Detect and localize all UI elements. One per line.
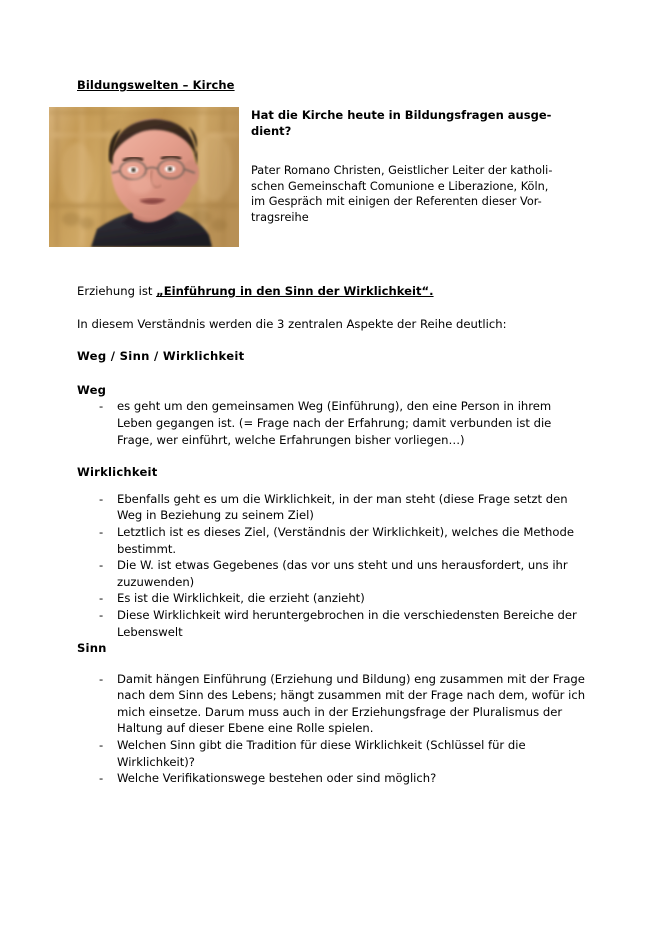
intro-lead-normal: Erziehung ist [77, 284, 157, 298]
list-item [77, 557, 590, 590]
section-list-weg [77, 398, 590, 448]
section-heading-sinn: Sinn [77, 641, 107, 656]
list-item [77, 671, 590, 737]
list-item-text: Es ist die Wirklichkeit, die erzieht (anzieht) [117, 591, 365, 606]
section-heading-wirklichkeit: Wirklichkeit [77, 465, 158, 480]
intro-second-line: In diesem Verständnis werden die 3 zentralen Aspekte der Reihe deutlich: [77, 316, 507, 331]
list-item-text: Letztlich ist es dieses Ziel, (Verständnis der Wirklichkeit), welches die Methode bestimmt. [117, 524, 574, 556]
list-item [77, 491, 590, 524]
list-item [77, 524, 590, 557]
bullet-dash-icon: - [99, 671, 104, 686]
list-item-text: es geht um den gemeinsamen Weg (Einführung), den eine Person in ihrem Leben gegangen ist. (= Frage nach der Erfahrung; damit verbunden ist die Frage, wer einführt, welche Erfahrungen bisher vorliegen…) [117, 399, 552, 447]
bullet-dash-icon: - [99, 558, 104, 573]
section-list-sinn [77, 671, 590, 787]
spacer [77, 481, 590, 491]
bullet-dash-icon: - [99, 591, 104, 606]
portrait-photo-graphic [49, 107, 239, 247]
spacer [77, 448, 590, 464]
list-item-text: Welchen Sinn gibt die Tradition für diese Wirklichkeit (Schlüssel für die Wirklichkeit)? [117, 738, 526, 769]
spacer [77, 657, 590, 671]
list-item [77, 737, 590, 770]
headline: Hat die Kirche heute in Bildungsfragen ausge- dient? [251, 108, 552, 138]
list-item [77, 590, 590, 607]
list-item-text: Diese Wirklichkeit wird heruntergebrochen in die verschiedensten Bereiche der Lebenswelt [117, 607, 577, 639]
triad-line: Weg / Sinn / Wirklichkeit [77, 349, 245, 364]
bullet-dash-icon: - [99, 399, 104, 414]
bullet-dash-icon: - [99, 491, 104, 506]
list-item-text: Damit hängen Einführung (Erziehung und Bildung) eng zusammen mit der Frage nach dem Sinn des Lebens; hängt zusammen mit der Frage nach dem, wofür ich mich einsetze. Darum muss auch in der Erziehungsfrage der Pluralismus der Haltung auf dieser Ebene eine Rolle spielen. [117, 671, 586, 736]
section-list-wirklichkeit [77, 491, 590, 640]
section-heading-weg: Weg [77, 382, 107, 397]
list-item [77, 770, 590, 787]
intro-lead [77, 283, 590, 300]
list-item-text: Ebenfalls geht es um die Wirklichkeit, in der man steht (diese Frage setzt den Weg in Beziehung zu seinem Ziel) [117, 491, 568, 523]
byline: Pater Romano Christen, Geistlicher Leiter der katholi- schen Gemeinschaft Comunione e Liberazione, Köln, im Gespräch mit einigen der Referenten dieser Vor- tragsreihe [251, 164, 553, 224]
page-title: Bildungswelten – Kirche [77, 78, 235, 92]
bullet-dash-icon: - [99, 738, 104, 753]
intro-lead-quote: „Einführung in den Sinn der Wirklichkeit“. [156, 284, 434, 298]
bullet-dash-icon: - [99, 607, 104, 622]
list-item [77, 607, 590, 640]
list-item [77, 398, 590, 448]
list-item-text: Welche Verifikationswege bestehen oder sind möglich? [117, 771, 437, 786]
body-content [77, 283, 590, 787]
bullet-dash-icon: - [99, 524, 104, 539]
list-item-text: Die W. ist etwas Gegebenes (das vor uns steht und uns herausfordert, uns ihr zuzuwenden) [117, 558, 568, 589]
portrait-photo [49, 107, 239, 247]
bullet-dash-icon: - [99, 771, 104, 786]
